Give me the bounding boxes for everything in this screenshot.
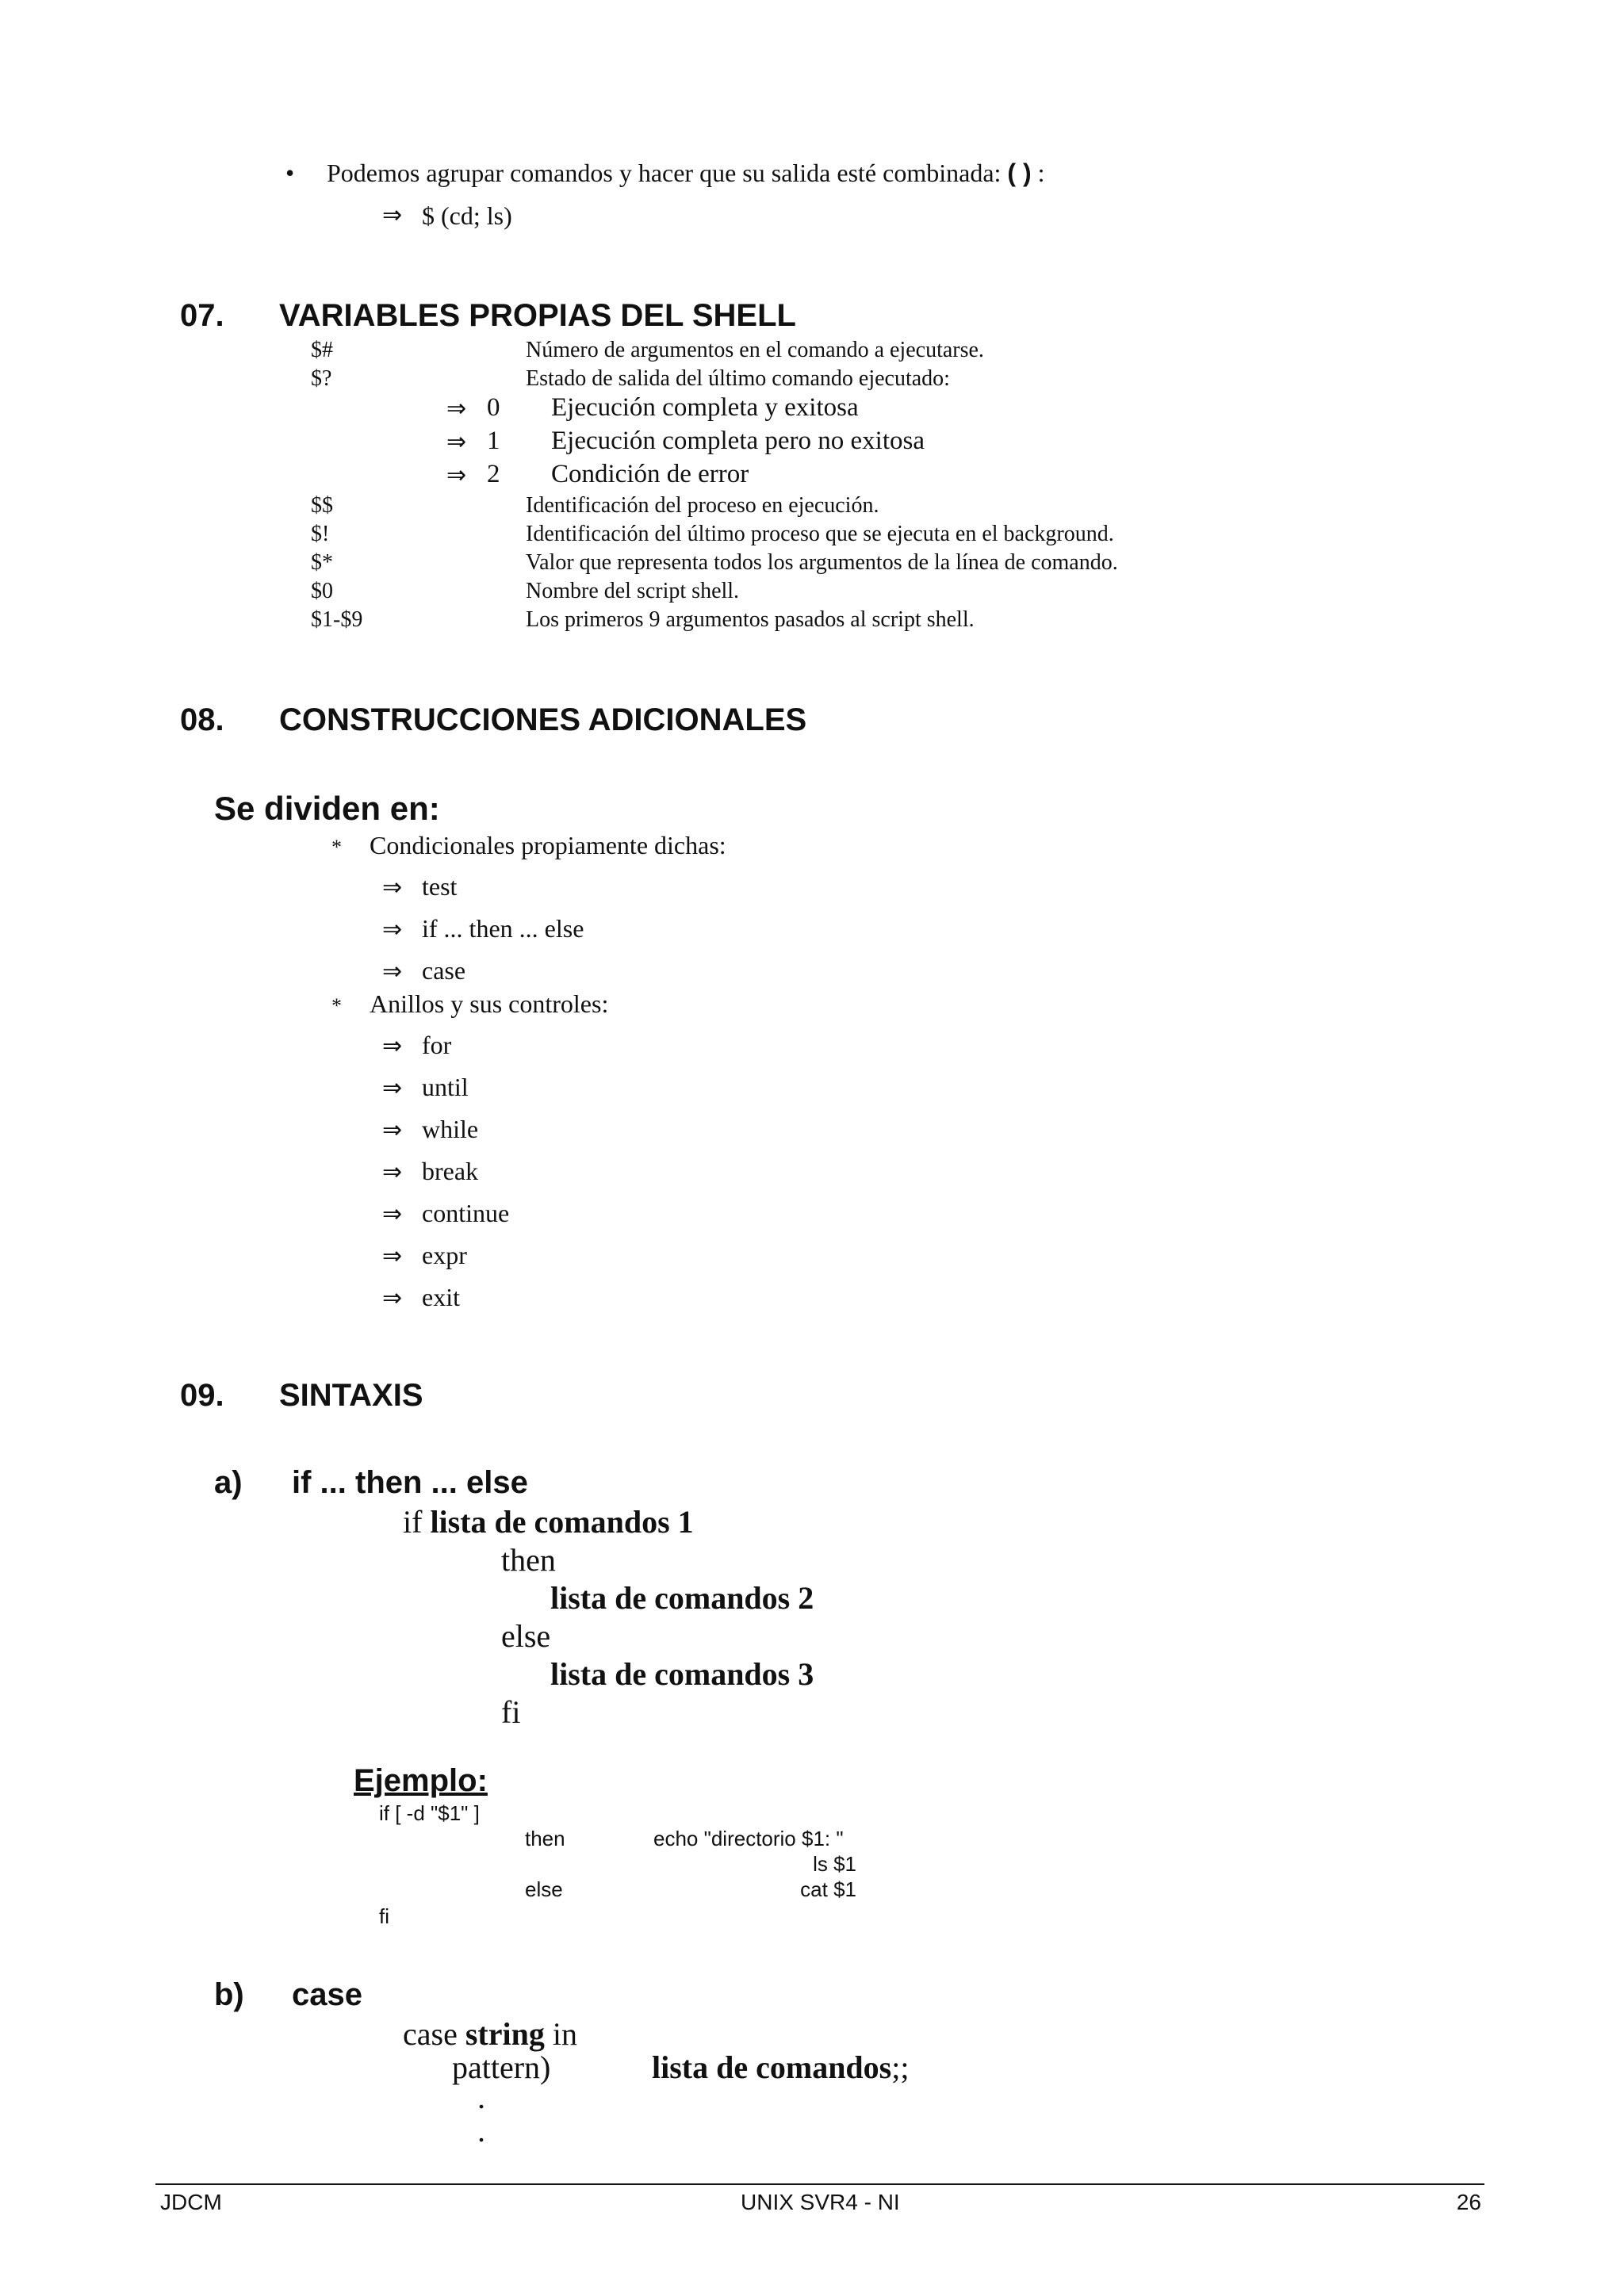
example-code-line: cat $1 <box>800 1877 856 1901</box>
group-label: Anillos y sus controles: <box>370 989 609 1018</box>
var-description: Número de argumentos en el comando a ejecutarse. <box>526 338 984 362</box>
syntax-command-list: lista de comandos 2 <box>550 1580 814 1616</box>
subsection-a-title: if ... then ... else <box>292 1465 528 1500</box>
arrow-icon: ⇒ <box>446 461 467 489</box>
exit-code: 1 <box>487 427 500 455</box>
var-description: Los primeros 9 argumentos pasados al script shell. <box>526 607 975 632</box>
syntax-command-list: lista de comandos 3 <box>550 1656 814 1692</box>
arrow-icon: ⇒ <box>446 428 467 456</box>
section-08-title: CONSTRUCCIONES ADICIONALES <box>279 702 807 737</box>
var-name: $# <box>311 338 333 362</box>
arrow-icon: ⇒ <box>382 1074 403 1102</box>
section-08-number: 08. <box>180 702 224 737</box>
page-number: 26 <box>1456 2190 1481 2214</box>
section-07-title: VARIABLES PROPIAS DEL SHELL <box>279 298 796 333</box>
syntax-if-keyword: if <box>403 1504 423 1540</box>
example-code-line: echo "directorio $1: " <box>653 1827 844 1850</box>
example-code-line: fi <box>379 1904 389 1928</box>
arrow-icon: ⇒ <box>382 1200 403 1228</box>
var-name: $$ <box>311 493 333 518</box>
exit-code: 0 <box>487 393 500 422</box>
subsection-b-label: b) <box>214 1977 244 2012</box>
list-item: while <box>422 1115 479 1143</box>
arrow-icon: ⇒ <box>382 1284 403 1312</box>
syntax-command-list: lista de comandos 1 <box>430 1504 694 1540</box>
syntax-else-keyword: else <box>501 1618 551 1654</box>
syntax-fi-keyword: fi <box>501 1694 521 1730</box>
var-name: $! <box>311 522 330 546</box>
exit-code-description: Ejecución completa y exitosa <box>551 393 859 422</box>
arrow-icon: ⇒ <box>382 874 403 901</box>
subsection-a-label: a) <box>214 1465 243 1500</box>
intro-parens: ( ) <box>1007 159 1032 187</box>
footer-title: UNIX SVR4 - NI <box>741 2190 900 2214</box>
var-description: Valor que representa todos los argumentos de la línea de comando. <box>526 550 1118 575</box>
arrow-icon: ⇒ <box>382 1242 403 1270</box>
var-description: Estado de salida del último comando ejecutado: <box>526 366 950 391</box>
star-icon: * <box>331 994 342 1017</box>
bullet-icon: • <box>285 159 295 187</box>
list-item: break <box>422 1157 479 1185</box>
syntax-then-keyword: then <box>501 1542 556 1578</box>
footer-author: JDCM <box>160 2190 222 2214</box>
syntax-in-keyword: in <box>552 2016 577 2052</box>
example-code-line: else <box>525 1877 563 1901</box>
exit-code: 2 <box>487 460 500 488</box>
intro-colon: : <box>1037 159 1045 187</box>
syntax-ellipsis-dot: . <box>477 2113 485 2149</box>
star-icon: * <box>331 836 342 859</box>
syntax-if-line <box>403 1503 694 1540</box>
arrow-icon: ⇒ <box>446 395 467 423</box>
exit-code-description: Condición de error <box>551 460 749 488</box>
syntax-case-keyword: case <box>403 2016 458 2052</box>
var-name: $0 <box>311 579 333 603</box>
intro-text: Podemos agrupar comandos y hacer que su salida esté combinada: <box>327 159 1002 187</box>
section-08-subtitle: Se dividen en: <box>214 790 440 827</box>
var-name: $1-$9 <box>311 607 363 632</box>
var-description: Identificación del proceso en ejecución. <box>526 493 879 518</box>
exit-code-description: Ejecución completa pero no exitosa <box>551 427 925 455</box>
var-description: Identificación del último proceso que se ejecuta en el background. <box>526 522 1114 546</box>
subsection-b-title: case <box>292 1977 362 2012</box>
arrow-icon: ⇒ <box>382 916 403 943</box>
intro-line <box>327 159 1045 188</box>
section-07-number: 07. <box>180 298 224 333</box>
syntax-command-list: lista de comandos <box>652 2049 892 2085</box>
list-item: until <box>422 1073 469 1101</box>
var-description: Nombre del script shell. <box>526 579 740 603</box>
arrow-icon: ⇒ <box>382 201 403 229</box>
list-item: case <box>422 956 466 985</box>
syntax-ellipsis-dot: . <box>477 2080 485 2115</box>
footer-divider <box>155 2183 1484 2185</box>
arrow-icon: ⇒ <box>382 1158 403 1186</box>
example-code-line: ls $1 <box>813 1852 856 1876</box>
var-name: $* <box>311 550 333 575</box>
syntax-pattern: pattern) <box>452 2049 551 2085</box>
syntax-terminator: ;; <box>891 2049 910 2085</box>
section-09-title: SINTAXIS <box>279 1378 423 1413</box>
syntax-case-commands <box>652 2049 909 2086</box>
section-09-number: 09. <box>180 1378 224 1413</box>
arrow-icon: ⇒ <box>382 958 403 985</box>
arrow-icon: ⇒ <box>382 1032 403 1060</box>
example-code-line: then <box>525 1827 565 1850</box>
var-name: $? <box>311 366 332 391</box>
list-item: test <box>422 872 458 901</box>
list-item: continue <box>422 1199 510 1227</box>
intro-example: $ (cd; ls) <box>422 201 512 230</box>
list-item: expr <box>422 1241 467 1269</box>
list-item: exit <box>422 1283 460 1311</box>
list-item: for <box>422 1031 452 1059</box>
syntax-string: string <box>465 2016 545 2052</box>
example-code-line: if [ -d "$1" ] <box>379 1801 480 1825</box>
example-title: Ejemplo: <box>354 1763 488 1798</box>
syntax-case-line <box>403 2015 577 2053</box>
arrow-icon: ⇒ <box>382 1116 403 1144</box>
list-item: if ... then ... else <box>422 914 584 943</box>
group-label: Condicionales propiamente dichas: <box>370 831 726 859</box>
